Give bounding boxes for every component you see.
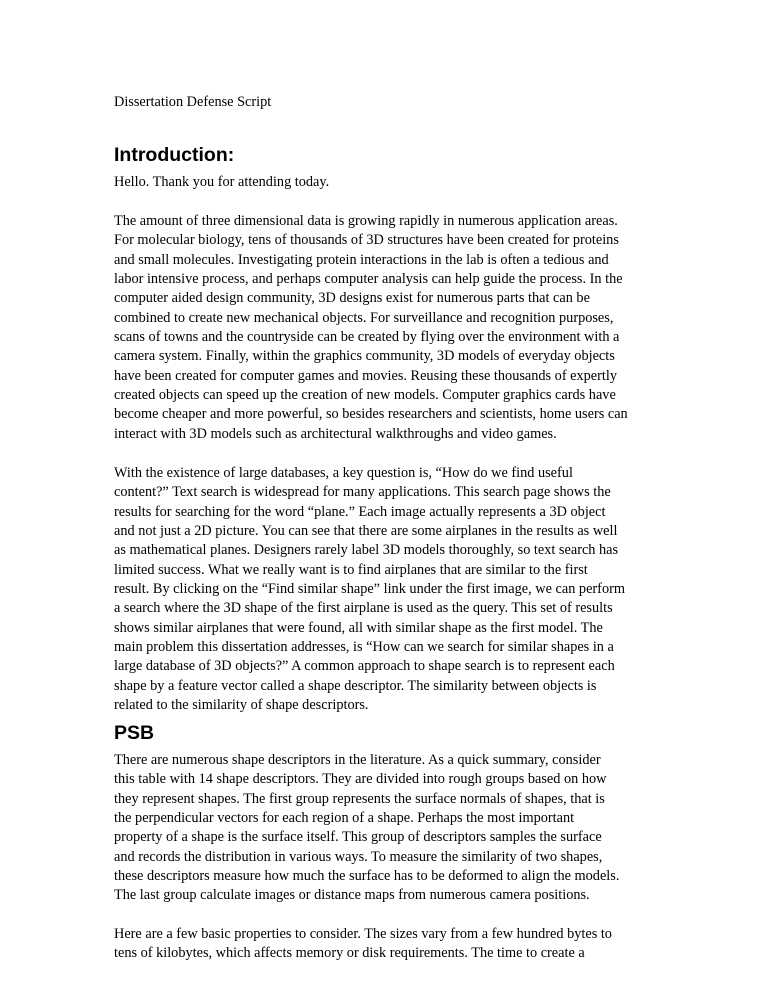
text-line: the perpendicular vectors for each region of a shape. Perhaps the most important [114,810,575,827]
text-line: property of a shape is the surface itself. This group of descriptors samples the surface [114,829,602,846]
text-line: this table with 14 shape descriptors. They are divided into rough groups based on how [114,771,607,788]
text-line: result. By clicking on the “Find similar shape” link under the first image, we can perform [114,581,625,598]
text-line: main problem this dissertation addresses, is “How can we search for similar shapes in a [114,639,614,656]
text-line: Here are a few basic properties to consider. The sizes vary from a few hundred bytes to [114,926,612,942]
text-line: computer aided design community, 3D designs exist for numerous parts that can be [114,290,590,307]
text-line: camera system. Finally, within the graphics community, 3D models of everyday objects [114,348,615,365]
text-line: large database of 3D objects?” A common approach to shape search is to represent each [114,658,615,675]
text-line: they represent shapes. The first group represents the surface normals of shapes, that is [114,790,605,807]
text-line: and not just a 2D picture. You can see that there are some airplanes in the results as well [114,523,618,540]
text-line: The last group calculate images or distance maps from numerous camera positions. [114,887,590,904]
paragraph-three-dimensional-data [114,212,662,444]
text-line: There are numerous shape descriptors in the literature. As a quick summary, consider [114,752,601,768]
text-line: have been created for computer games and movies. Reusing these thousands of expertly [114,367,618,384]
text-line: combined to create new mechanical objects. For surveillance and recognition purposes, [114,309,614,326]
text-line: tens of kilobytes, which affects memory or disk requirements. The time to create a [114,945,585,962]
text-line: The amount of three dimensional data is growing rapidly in numerous application areas. [114,213,618,229]
text-line: and small molecules. Investigating protein interactions in the lab is often a tedious and [114,251,609,268]
text-line: shape by a feature vector called a shape descriptor. The similarity between objects is [114,677,597,694]
text-line: For molecular biology, tens of thousands of 3D structures have been created for proteins [114,232,619,249]
text-line: become cheaper and more powerful, so besides researchers and scientists, home users can [114,406,628,423]
text-line: related to the similarity of shape descriptors. [114,697,369,714]
text-line: content?” Text search is widespread for many applications. This search page shows the [114,484,611,501]
document-title: Dissertation Defense Script [114,94,272,110]
paragraph-large-databases [114,464,662,715]
text-line: labor intensive process, and perhaps computer analysis can help guide the process. In the [114,271,623,288]
text-line: interact with 3D models such as architectural walkthroughs and video games. [114,425,557,442]
text-line: and records the distribution in various ways. To measure the similarity of two shapes, [114,848,603,865]
text-line: results for searching for the word “plane.” Each image actually represents a 3D object [114,503,606,520]
text-line: shows similar airplanes that were found, all with similar shape as the first model. The [114,619,603,636]
text-line: as mathematical planes. Designers rarely label 3D models thoroughly, so text search has [114,542,619,559]
section-heading-psb: PSB [114,722,155,744]
text-line: a search where the 3D shape of the first airplane is used as the query. This set of results [114,600,613,617]
text-line: created objects can speed up the creation of new models. Computer graphics cards have [114,387,616,404]
text-line: limited success. What we really want is to find airplanes that are similar to the first [114,561,588,578]
text-line: these descriptors measure how much the surface has to be deformed to align the models. [114,868,620,885]
text-line: Hello. Thank you for attending today. [114,174,330,190]
paragraph-shape-descriptors [114,751,662,906]
section-heading-introduction: Introduction: [114,144,235,166]
paragraph-basic-properties [114,925,662,964]
paragraph-greeting [114,173,662,192]
text-line: scans of towns and the countryside can be created by flying over the environment with a [114,329,620,346]
text-line: With the existence of large databases, a key question is, “How do we find useful [114,465,573,481]
